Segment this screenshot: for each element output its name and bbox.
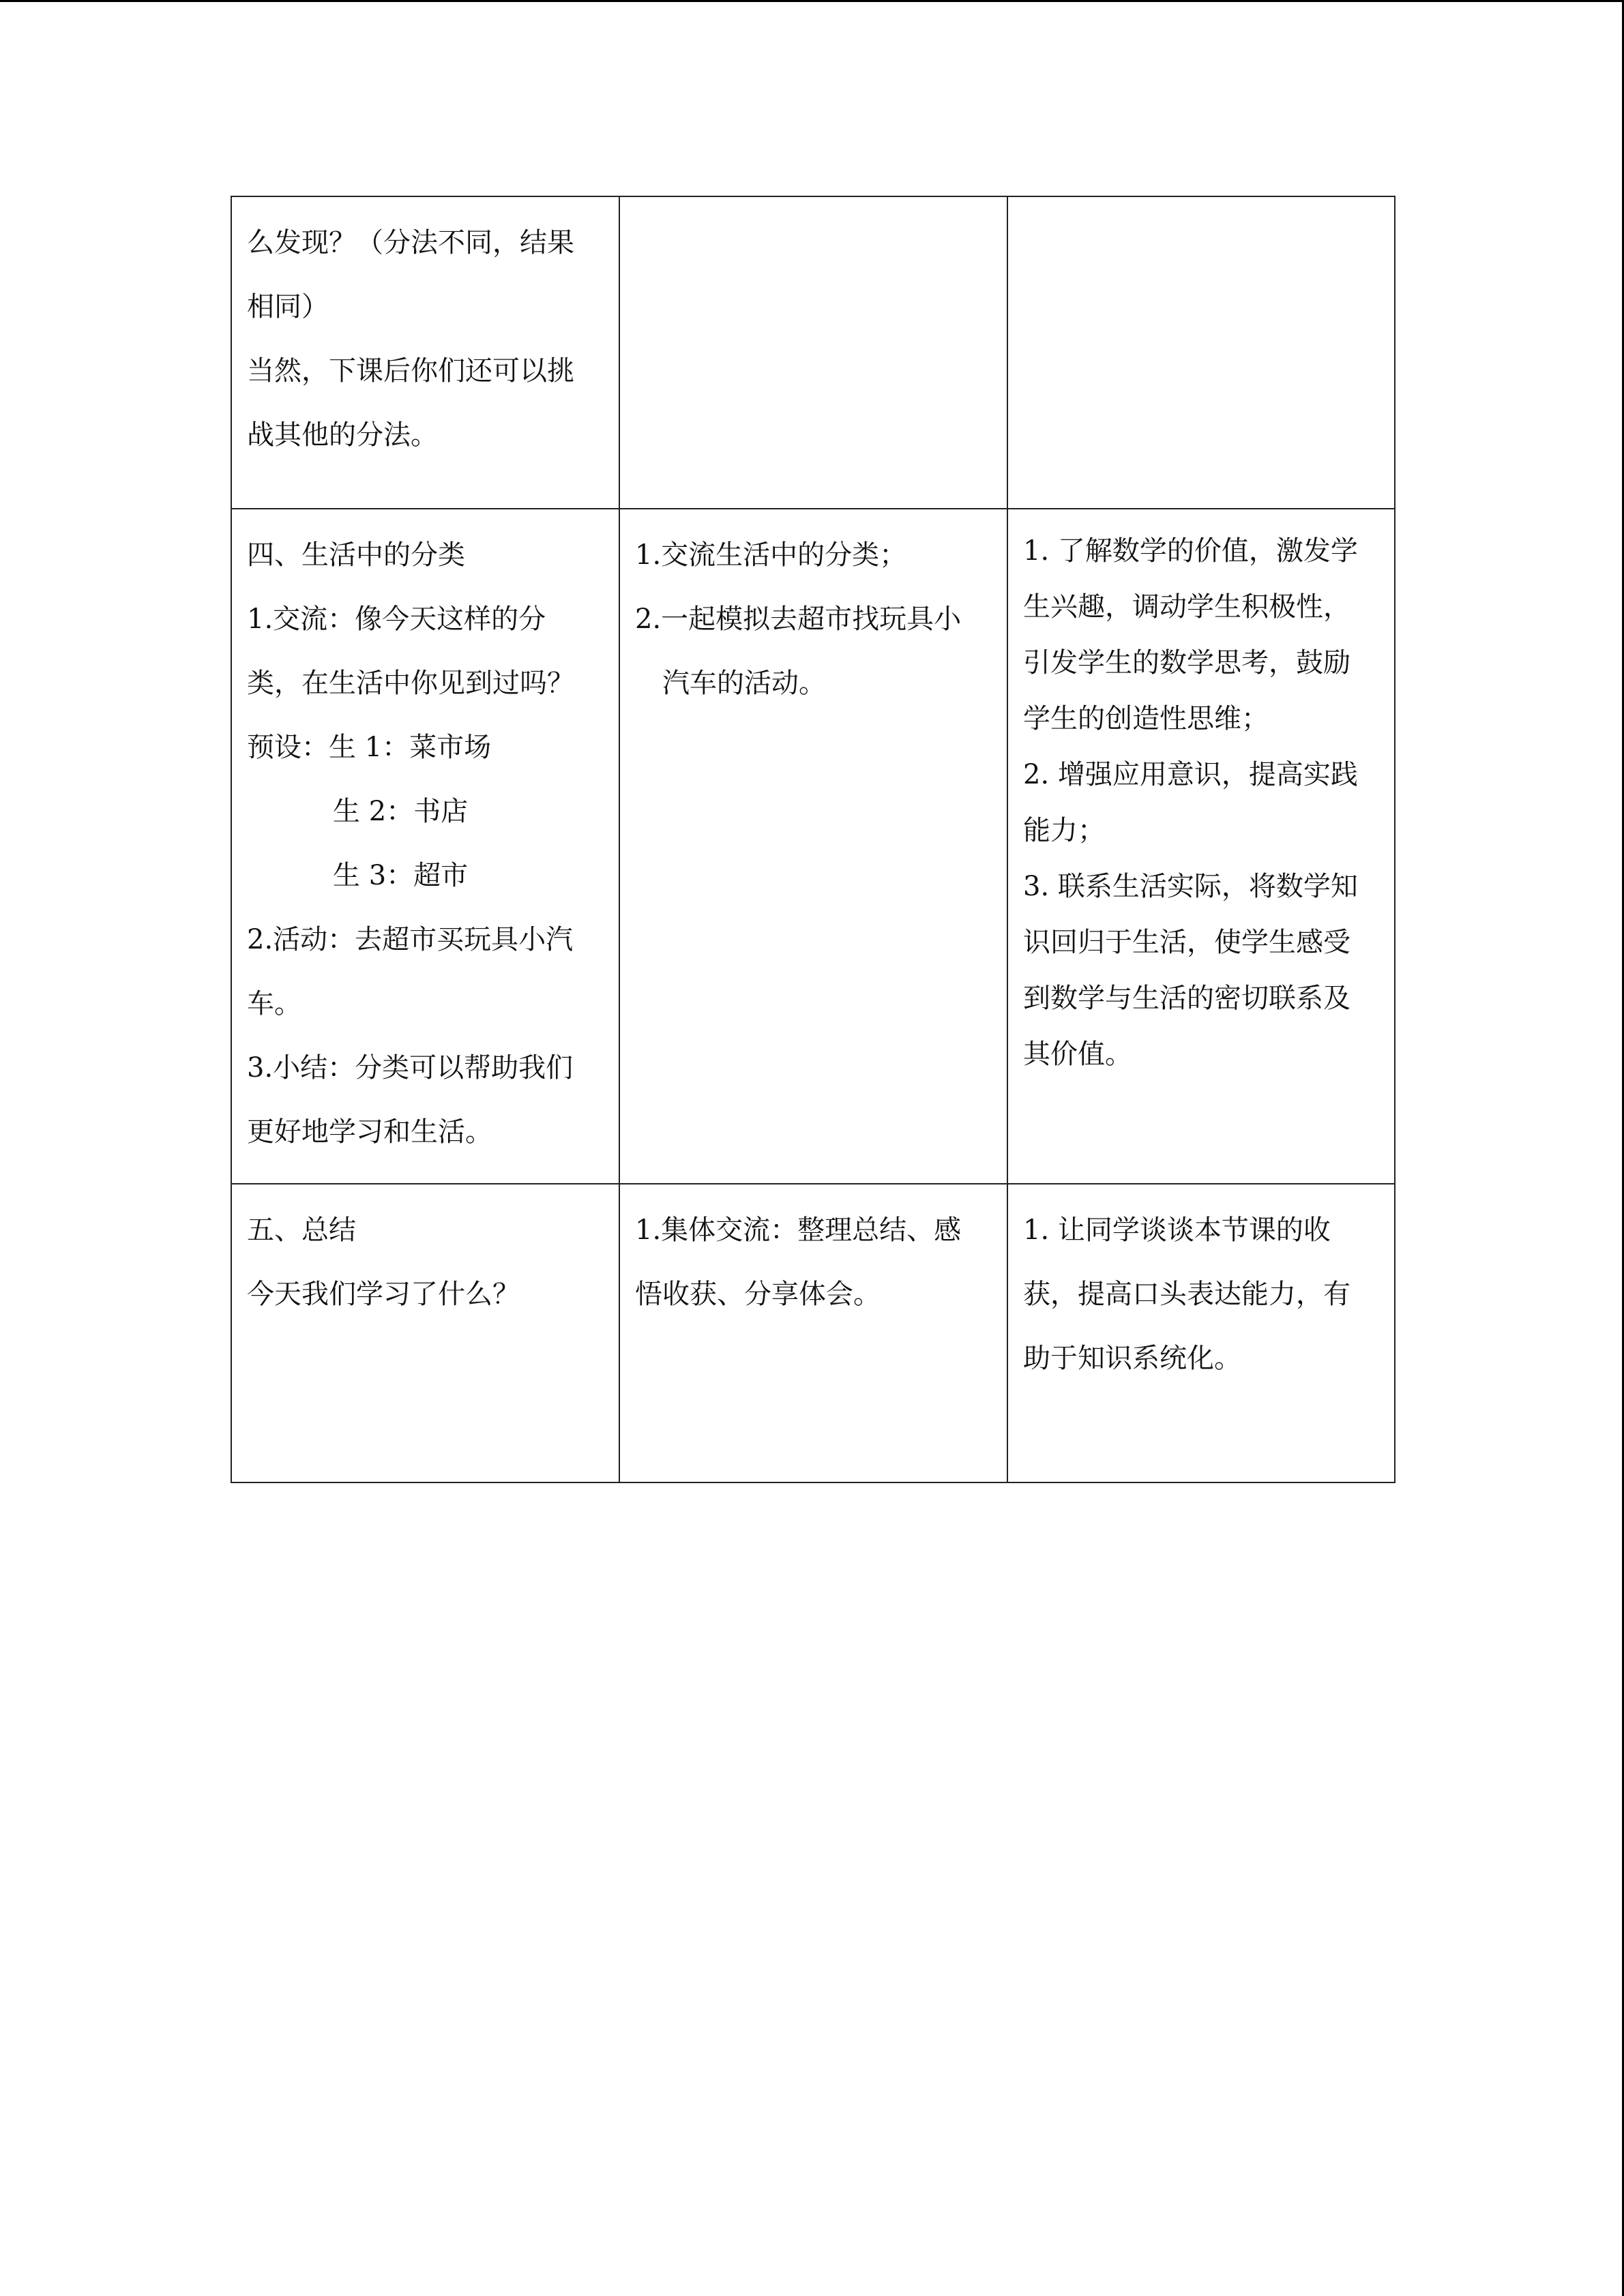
cell-line: 战其他的分法。	[247, 419, 438, 451]
design-intent-cell	[1007, 509, 1395, 1184]
table-row	[231, 1184, 1395, 1482]
cell-line: 生 3：超市	[333, 860, 469, 891]
cell-line: 2. 增强应用意识，提高实践	[1023, 759, 1358, 790]
cell-line: 么发现？（分法不同，结果	[247, 227, 574, 258]
cell-line: 当然，下课后你们还可以挑	[247, 355, 574, 387]
table-row	[231, 509, 1395, 1184]
cell-line: 生 2：书店	[333, 796, 469, 827]
cell-line: 车。	[247, 988, 301, 1019]
teacher-activity-cell	[231, 1184, 619, 1482]
cell-line: 到数学与生活的密切联系及	[1023, 983, 1350, 1014]
cell-line: 1. 让同学谈谈本节课的收	[1023, 1214, 1331, 1246]
cell-line: 其价值。	[1023, 1039, 1132, 1070]
cell-line: 3. 联系生活实际，将数学知	[1023, 871, 1358, 902]
section-heading: 四、生活中的分类	[247, 539, 465, 571]
cell-line: 学生的创造性思维；	[1023, 703, 1269, 734]
section-heading: 五、总结	[247, 1214, 356, 1246]
cell-line: 更好地学习和生活。	[247, 1116, 492, 1148]
page-top-border	[0, 0, 1624, 2]
cell-line: 2.活动：去超市买玩具小汽	[247, 924, 574, 955]
lesson-plan-table	[231, 196, 1396, 1483]
cell-line: 2.一起模拟去超市找玩具小	[635, 603, 962, 635]
student-activity-cell	[619, 196, 1007, 509]
cell-line: 获，提高口头表达能力，有	[1023, 1279, 1350, 1310]
cell-line: 1. 了解数学的价值，激发学	[1023, 535, 1358, 567]
cell-line: 类，在生活中你见到过吗？	[247, 668, 574, 699]
cell-line: 助于知识系统化。	[1023, 1343, 1241, 1374]
cell-line: 今天我们学习了什么？	[247, 1279, 520, 1310]
cell-line: 1.集体交流：整理总结、感	[635, 1214, 962, 1246]
design-intent-cell	[1007, 1184, 1395, 1482]
cell-line: 3.小结：分类可以帮助我们	[247, 1052, 574, 1084]
table-row	[231, 196, 1395, 509]
cell-line: 汽车的活动。	[662, 668, 826, 699]
design-intent-cell	[1007, 196, 1395, 509]
cell-line: 1.交流：像今天这样的分	[247, 603, 546, 635]
teacher-activity-cell	[231, 509, 619, 1184]
cell-line: 生兴趣，调动学生积极性，	[1023, 591, 1350, 623]
student-activity-cell	[619, 509, 1007, 1184]
cell-line: 能力；	[1023, 815, 1105, 846]
teacher-activity-cell	[231, 196, 619, 509]
cell-line: 1.交流生活中的分类；	[635, 539, 907, 571]
cell-line: 相同）	[247, 291, 329, 323]
student-activity-cell	[619, 1184, 1007, 1482]
cell-line: 悟收获、分享体会。	[635, 1279, 881, 1310]
cell-line: 识回归于生活，使学生感受	[1023, 927, 1350, 958]
cell-line: 引发学生的数学思考，鼓励	[1023, 647, 1350, 679]
cell-line: 预设：生 1：菜市场	[247, 732, 492, 763]
